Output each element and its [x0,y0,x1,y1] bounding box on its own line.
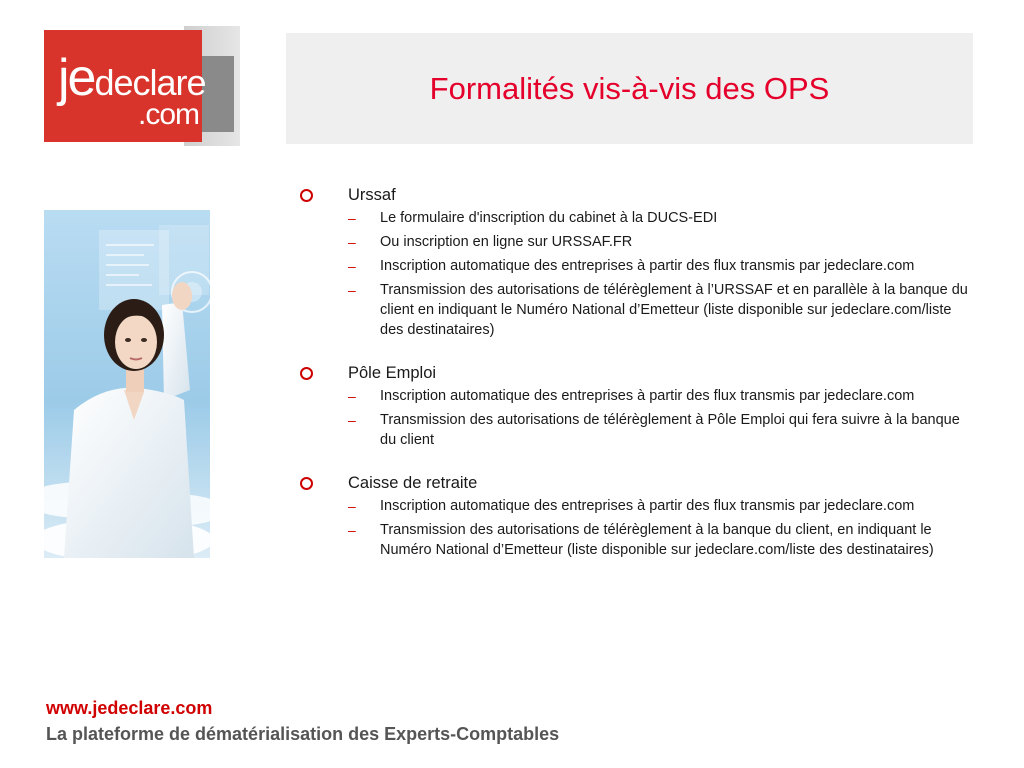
dash-bullet-icon: – [348,522,356,538]
dash-bullet-icon: – [348,388,356,404]
logo-declare: declare [94,62,206,103]
page-title: Formalités vis-à-vis des OPS [429,70,830,106]
logo-wordmark [58,49,206,107]
list-item-text: Transmission des autorisations de télérèglement à Pôle Emploi qui fera suivre à la banque du client [380,412,960,448]
circle-bullet-icon [300,189,313,202]
section-urssaf [298,184,978,340]
logo-red-block [44,30,206,142]
list-item-text: Inscription automatique des entreprises à partir des flux transmis par jedeclare.com [380,258,915,274]
section-heading [298,362,978,384]
list-item-text: Transmission des autorisations de télérèglement à la banque du client, en indiquant le Numéro National d’Emetteur (liste disponible sur jedeclare.com/liste des destinataires) [380,522,934,558]
section-heading [298,472,978,494]
dash-bullet-icon: – [348,282,356,298]
section-heading-text: Pôle Emploi [348,364,437,382]
circle-bullet-icon [300,477,313,490]
jedeclare-logo [44,26,240,146]
content-list [298,184,978,582]
section-pole-emploi [298,362,978,450]
photo-illustration [44,210,210,558]
list-item [298,280,970,340]
section-caisse-de-retraite [298,472,978,560]
list-item [298,256,970,276]
list-item [298,520,970,560]
circle-bullet-icon [300,367,313,380]
dash-bullet-icon: – [348,234,356,250]
list-item [298,232,970,252]
list-item-text: Inscription automatique des entreprises à partir des flux transmis par jedeclare.com [380,498,915,514]
list-item [298,386,970,406]
title-banner [286,33,973,144]
logo-je: je [58,49,95,107]
dash-bullet-icon: – [348,210,356,226]
footer-website-link[interactable]: www.jedeclare.com [46,698,213,718]
section-heading-text: Urssaf [348,186,396,204]
list-item [298,496,970,516]
list-item-text: Ou inscription en ligne sur URSSAF.FR [380,234,633,250]
list-item-text: Inscription automatique des entreprises à partir des flux transmis par jedeclare.com [380,388,915,404]
section-heading [298,184,978,206]
list-item-text: Transmission des autorisations de télérèglement à l’URSSAF et en parallèle à la banque du client en indiquant le Numéro National d’Emetteur (liste disponible sur jedeclare.com/liste des destinataires) [380,282,968,338]
list-item [298,208,970,228]
dash-bullet-icon: – [348,412,356,428]
list-item-text: Le formulaire d'inscription du cabinet à la DUCS-EDI [380,210,718,226]
section-heading-text: Caisse de retraite [348,474,478,492]
dash-bullet-icon: – [348,498,356,514]
list-item [298,410,970,450]
footer-tagline: La plateforme de dématérialisation des Experts-Comptables [46,724,560,744]
logo-com: .com [138,98,200,131]
dash-bullet-icon: – [348,258,356,274]
woman-touchscreen-photo [44,210,210,558]
